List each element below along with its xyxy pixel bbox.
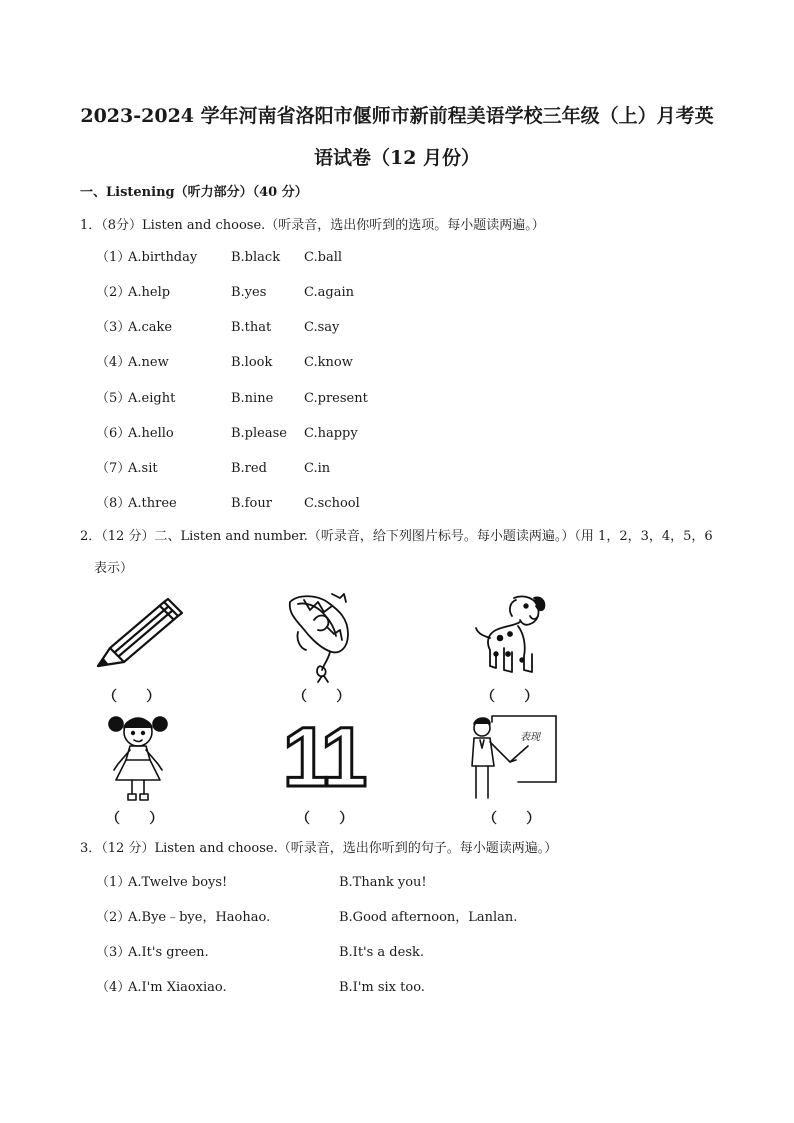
q3-item-number: （1） <box>96 875 131 890</box>
q1-option-a: A.hello <box>128 426 174 441</box>
q1-option-a: A.eight <box>128 391 176 406</box>
q1-option-b: B.nine <box>231 391 274 406</box>
q1-option-a: A.sit <box>128 461 158 476</box>
girl-picture <box>106 710 170 804</box>
q1-stem: 1．（8分）Listen and choose.（听录音，选出你听到的选项。每小题读两遍。） <box>80 218 545 233</box>
q1-item-number: （3） <box>96 320 131 335</box>
kite-picture <box>284 592 356 684</box>
picture-answer-blank[interactable]: （ ） <box>106 811 164 827</box>
q1-option-c: C.happy <box>304 426 358 441</box>
picture-answer-blank[interactable]: （ ） <box>103 689 161 705</box>
q3-stem: 3．（12 分）Listen and choose.（听录音，选出你听到的句子。每小题读两遍。） <box>80 841 558 856</box>
q3-item-number: （4） <box>96 980 131 995</box>
exam-title-line1: 2023-2024 学年河南省洛阳市偃师市新前程美语学校三年级（上）月考英 <box>80 105 714 127</box>
section-heading: 一、Listening（听力部分）（40 分） <box>80 185 308 200</box>
teacher-blackboard-picture <box>468 712 558 802</box>
blackboard-text: 表现 <box>520 732 540 743</box>
picture-answer-blank[interactable]: （ ） <box>481 689 539 705</box>
q1-option-a: A.three <box>128 496 177 511</box>
exam-title-line2: 语试卷（12 月份） <box>313 147 481 169</box>
q1-option-c: C.present <box>304 391 368 406</box>
q3-option-b: B.It's a desk. <box>339 945 425 960</box>
q1-option-a: A.cake <box>128 320 173 335</box>
q1-item-number: （1） <box>96 250 131 265</box>
q1-item-number: （5） <box>96 391 131 406</box>
q3-item-number: （2） <box>96 910 131 925</box>
q1-option-b: B.that <box>231 320 272 335</box>
q1-option-c: C.say <box>304 320 340 335</box>
picture-answer-blank[interactable]: （ ） <box>293 689 351 705</box>
q1-option-b: B.four <box>231 496 272 511</box>
q1-item-number: （2） <box>96 285 131 300</box>
q1-option-b: B.red <box>231 461 267 476</box>
q1-option-c: C.again <box>304 285 354 300</box>
q1-option-c: C.ball <box>304 250 343 265</box>
q1-item-number: （4） <box>96 355 131 370</box>
picture-answer-blank[interactable]: （ ） <box>483 811 541 827</box>
q1-item-number: （8） <box>96 496 131 511</box>
picture-answer-blank[interactable]: （ ） <box>296 811 354 827</box>
dog-picture <box>474 590 550 680</box>
q1-option-c: C.know <box>304 355 353 370</box>
q1-option-a: A.birthday <box>128 250 198 265</box>
q3-option-a: A.Bye﹣bye，Haohao. <box>128 910 271 925</box>
q1-option-b: B.please <box>231 426 287 441</box>
q2-stem-line2: 表示） <box>94 561 134 576</box>
number-eleven-picture <box>278 720 368 792</box>
q3-option-a: A.It's green. <box>128 945 209 960</box>
pencil-picture <box>92 596 184 670</box>
q3-option-b: B.Good afternoon，Lanlan. <box>339 910 518 925</box>
q3-option-b: B.I'm six too. <box>339 980 425 995</box>
q3-option-b: B.Thank you! <box>339 875 427 890</box>
q1-option-a: A.help <box>128 285 171 300</box>
number-eleven-text: 11 <box>282 720 364 792</box>
q1-item-number: （7） <box>96 461 131 476</box>
q1-option-b: B.yes <box>231 285 267 300</box>
q1-option-c: C.in <box>304 461 331 476</box>
q2-stem-line1: 2．（12 分）二、Listen and number.（听录音，给下列图片标号。每小题读两遍。）（用 1，2，3，4，5，6 <box>80 529 713 544</box>
q1-option-c: C.school <box>304 496 360 511</box>
q1-option-a: A.new <box>128 355 169 370</box>
q1-option-b: B.black <box>231 250 281 265</box>
q3-option-a: A.Twelve boys! <box>128 875 228 890</box>
q3-item-number: （3） <box>96 945 131 960</box>
q3-option-a: A.I'm Xiaoxiao. <box>128 980 227 995</box>
q1-item-number: （6） <box>96 426 131 441</box>
q1-option-b: B.look <box>231 355 273 370</box>
